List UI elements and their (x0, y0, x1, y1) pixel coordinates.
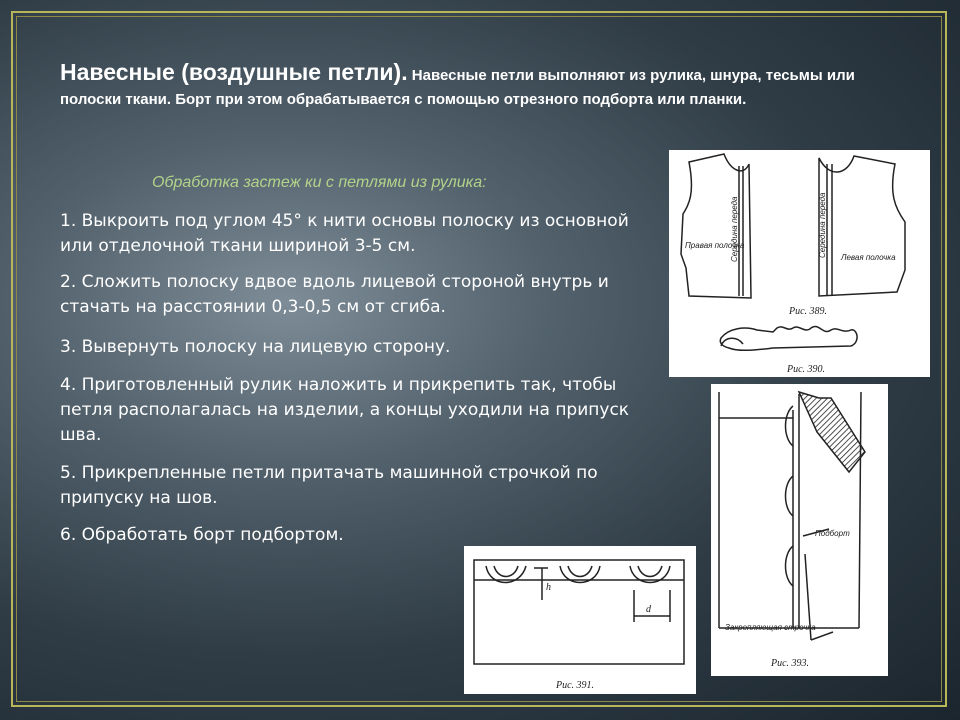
figure-393-drawing (711, 384, 888, 676)
caption-389: Рис. 389. (789, 306, 828, 317)
subtitle: Обработка застеж ки с петлями из рулика: (152, 174, 487, 191)
label-d: d (646, 604, 651, 615)
label-h: h (546, 582, 551, 593)
heading (60, 60, 880, 112)
step-2: 2. Сложить полоску вдвое вдоль лицевой стороной внутрь и стачать на расстоянии 0,3-0,5 см от сгиба. (60, 272, 609, 317)
step-1: 1. Выкроить под углом 45° к нити основы полоску из основной или отделочной ткани шириной 3-5 см. (60, 211, 629, 256)
step-5: 5. Прикрепленные петли притачать машинной строчкой по припуску на шов. (60, 463, 598, 508)
step-4: 4. Приготовленный рулик наложить и прикрепить так, чтобы петля располагалась на изделии, а концы уходили на припуск шва. (60, 375, 630, 445)
figure-389-390 (669, 150, 930, 377)
caption-393: Рис. 393. (771, 658, 810, 669)
label-left-shelf: Левая полочка (841, 253, 896, 262)
heading-text: Навесные петли выполняют из рулика, шнура, тесьмы или полоски ткани. Борт при этом обрабатывается с помощью отрезного подборта или планки. (60, 67, 855, 108)
label-stitch: Закрепляющая строчка (725, 623, 816, 632)
label-middle-front-2: Середина переда (818, 192, 827, 258)
label-facing: Подборт (815, 529, 850, 538)
step-3: 3. Вывернуть полоску на лицевую сторону. (60, 337, 451, 357)
figure-391 (464, 546, 696, 694)
label-right-shelf: Правая полочка (685, 241, 745, 250)
figure-393 (711, 384, 888, 676)
figure-391-drawing (464, 546, 696, 694)
heading-bold: Навесные (воздушные петли). (60, 59, 408, 85)
figure-389-drawing (669, 150, 930, 377)
caption-390: Рис. 390. (787, 364, 826, 375)
label-middle-front-1: Середина переда (730, 196, 739, 262)
step-6: 6. Обработать борт подбортом. (60, 525, 344, 545)
caption-391: Рис. 391. (556, 680, 595, 691)
